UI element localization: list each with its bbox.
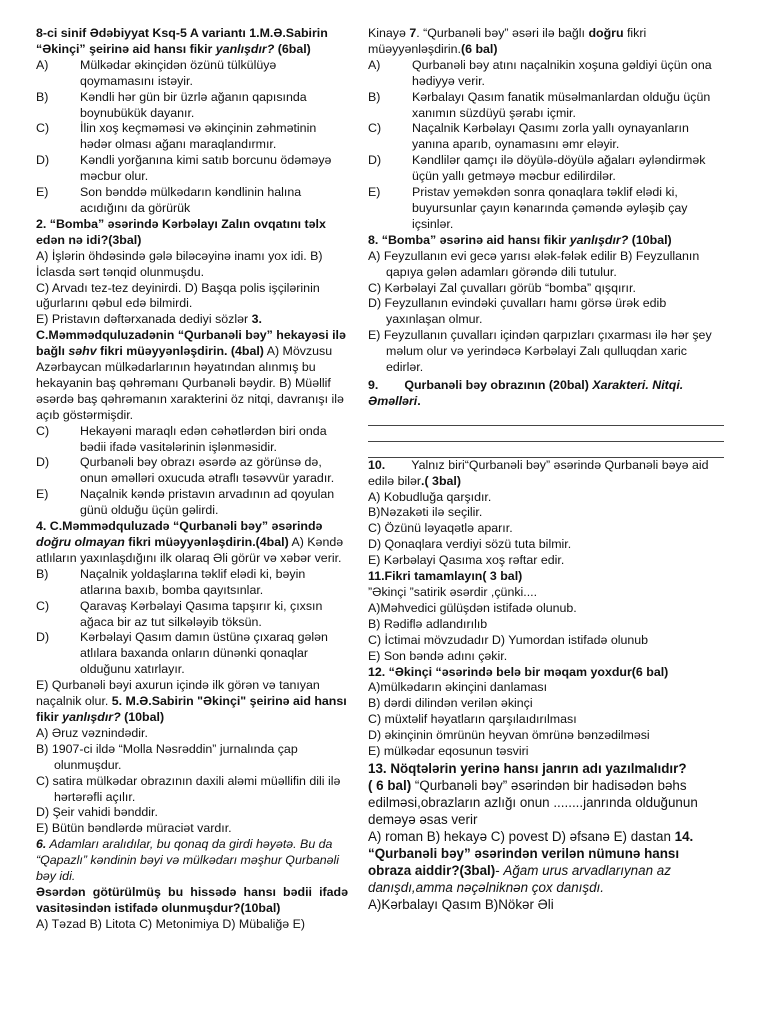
q11-option[interactable]: A)Məhvedici gülüşdən istifadə olunub. xyxy=(368,600,577,615)
q6-quote xyxy=(36,837,348,885)
q9-title xyxy=(368,378,724,410)
q11-title: 11.Fikri tamamlayın( 3 bal) xyxy=(368,569,523,584)
q1-option[interactable] xyxy=(36,90,348,122)
q7-option[interactable] xyxy=(368,58,724,90)
q2-option-e[interactable]: E) Pristavın dəftərxanada dediyi sözlər xyxy=(36,312,252,327)
header-text: 8-ci sinif Ədəbiyyat Ksq-5 A variantı 1.M.Ə.Sabirin “Əkinçi” şeirinə aid hansı fikir xyxy=(36,26,328,56)
q4-option-a[interactable]: A) Kəndə atlıların yaxınlaşdığını ilk olaraq Əli görür və xəbər verir. xyxy=(36,535,344,565)
option-text: Qurbanəli bəy atını naçalnikin xoşuna gəldiyi üçün ona hədiyyə verir. xyxy=(412,57,712,88)
q12-title: 12. “Əkinçi “əsərində belə bir məqam yoxdur(6 bal) xyxy=(368,664,669,679)
q9-title-text: Qurbanəli bəy obrazının (20bal) xyxy=(404,377,589,392)
q4-q5-block xyxy=(36,678,348,726)
q3-points: fikri müəyyənləşdirin. (4bal) xyxy=(96,344,264,359)
q12-option[interactable]: B) dərdi dilindən verilən əkinçi xyxy=(368,696,533,711)
q9-number: 9. xyxy=(368,377,379,392)
q4-option[interactable] xyxy=(36,630,348,678)
q3-option[interactable] xyxy=(36,424,348,456)
q9-dot: . xyxy=(417,393,421,408)
q13-text xyxy=(368,777,724,828)
answer-line[interactable] xyxy=(368,442,724,458)
q10-title-text: Yalnız biri“Qurbanəli bəy” əsərində Qurbanəli bəyə aid edilə bilər xyxy=(368,457,709,488)
option-key: D) xyxy=(368,153,382,168)
q5-points: (10bal) xyxy=(120,709,165,724)
q8-option[interactable]: A) Feyzullanın evi gecə yarısı ələk-fələk edilir B) Feyzullanın qapıya gələn adamları görəndə dili tutulur. xyxy=(368,248,700,279)
q3-number: 3. xyxy=(251,312,262,327)
q2-q3-line xyxy=(36,312,348,328)
q7-option[interactable] xyxy=(368,153,724,185)
q10-title xyxy=(368,458,724,490)
q11-option[interactable]: B) Rədiflə adlandırılıb xyxy=(368,616,488,631)
option-text: Kərbəlayi Qasım damın üstünə çıxaraq gələn atlılara baxanda onların dünənki qonaqlar olduğunu xatırlayır. xyxy=(80,630,328,677)
q7-points: (6 bal) xyxy=(460,41,498,56)
q7-options xyxy=(368,58,724,233)
q7-emphasis: doğru xyxy=(588,26,624,40)
q14-dash: - xyxy=(495,862,504,878)
q1-option[interactable] xyxy=(36,58,348,90)
q5-option[interactable]: C) satira mülkədar obrazının daxili aləmi müəllifin dili ilə hərtərəfli açılır. xyxy=(36,773,341,804)
q10-option[interactable]: B)Nəzakəti ilə seçilir. xyxy=(368,505,483,520)
answer-line[interactable] xyxy=(368,426,724,442)
q4-block xyxy=(36,519,348,567)
q1-option[interactable] xyxy=(36,185,348,217)
q7-number: 7 xyxy=(409,26,417,40)
q3-title: C.Məmmədquluzadənin “Qurbanəli bəy” hekayəsi ilə bağlı xyxy=(36,328,346,359)
q4-points: fikri müəyyənləşdirin.(4bal) xyxy=(124,535,289,549)
q8-points: (10bal) xyxy=(628,232,672,247)
q10-number: 10. xyxy=(368,457,386,472)
q10-points: .( 3bal) xyxy=(421,473,461,488)
q4-title: 4. C.Məmmədquluzadə “Qurbanəli bəy” əsərində xyxy=(36,519,323,534)
header-points: (6bal) xyxy=(274,41,311,56)
q7-block xyxy=(368,26,724,58)
option-key: E) xyxy=(36,487,49,502)
q5-title: 5. M.Ə.Sabirin "Əkinçi" şeirinə aid hansı fikir xyxy=(36,694,347,724)
q7-option[interactable] xyxy=(368,121,724,153)
option-text: Qaravaş Kərbəlayi Qasıma tapşırır ki, çıxsın ağaca bir az tut silkələyib töksün. xyxy=(80,598,323,629)
q12-option[interactable]: D) əkinçinin ömrünün heyvan ömrünə bənzədilməsi xyxy=(368,728,650,743)
q10-option[interactable]: D) Qonaqlara verdiyi sözü tuta bilmir. xyxy=(368,537,572,552)
option-key: B) xyxy=(368,89,381,104)
q1-options xyxy=(36,58,348,217)
q11-stem: ”Əkinçi ”satirik əsərdir ,çünki.... xyxy=(368,585,538,599)
option-key: C) xyxy=(368,121,382,136)
q13-stem: “Qurbanəli bəy” əsərindən bir hadisədən bəhs edilməsi,obrazların azlığı onun ........janrında olduğunun deməyə əsas verir xyxy=(368,777,698,827)
q11-options xyxy=(368,601,724,665)
option-text: Kəndli hər gün bir üzrlə ağanın qapısında boynubükük dayanır. xyxy=(80,89,307,120)
q5-emphasis: yanlışdır? xyxy=(62,709,121,724)
q7-tail: fikri müəyyənləşdirin. xyxy=(368,26,647,56)
q5-option[interactable]: E) Bütün bəndlərdə müraciət vardır. xyxy=(36,821,232,836)
option-text: Naçalnik yoldaşlarına təklif elədi ki, bəyin atlarına baxıb, bomba qayıtsınlar. xyxy=(80,566,306,597)
q12-option[interactable]: A)mülkədarın əkinçini danlaması xyxy=(368,680,548,695)
option-key: A) xyxy=(368,57,381,72)
option-text: Qurbanəli bəy obrazı əsərdə az görünsə də, onun əməlləri oxucuda ətraflı təsəvvür yaradır. xyxy=(80,455,335,486)
q2-options-cd[interactable]: C) Arvadı tez-tez deyinirdi. D) Başqa polis işçilərinin uğurlarını qəbul edə bilmirdi. xyxy=(36,280,320,311)
q5-option[interactable]: A) Əruz vəznindədir. xyxy=(36,725,148,740)
q3-options-ab[interactable]: A) Mövzusu Azərbaycan mülkədarlarının həyatından alınmış bu hekayanin baş qəhrəmanı Qurbanəli bəydir. B) Müəllif əsərdə baş qəhrəmanın xarakterini öz nitqi, davranışı ilə açıb göstərmişdir. xyxy=(36,344,344,422)
option-text: Hekayəni maraqlı edən cəhətlərdən biri onda bədii ifadə vasitələrinin işlənməsidir. xyxy=(80,423,327,454)
q8-option[interactable]: C) Kərbəlayi Zal çuvalları görüb “bomba” qışqırır. xyxy=(368,280,636,295)
q3-options xyxy=(36,424,348,519)
option-key: C) xyxy=(36,121,50,136)
q1-option[interactable] xyxy=(36,121,348,153)
q7-option[interactable] xyxy=(368,90,724,122)
option-key: C) xyxy=(36,598,50,613)
q6-question: Əsərdən götürülmüş bu hissədə hansı bədii ifadə vasitəsindən istifadə olunmuşdur?(10bal) xyxy=(36,884,348,915)
q4-option[interactable] xyxy=(36,599,348,631)
option-text: Naçalnik kəndə pristavın arvadının ad qoyulan günü olduğu üçün gəlirdi. xyxy=(80,487,335,518)
q3-option[interactable] xyxy=(36,455,348,487)
q6-text: Adamları aralıdılar, bu qonaq da girdi həyətə. Bu da “Qapazlı” kəndinin bəyi və mülkədarı məşhur Qurbanəli bəy idi. xyxy=(36,837,340,884)
option-text: Kəndlilər qamçı ilə döyülə-döyülə ağaları əyləndirmək üçün yallı getməyə məcbur edilirdilər. xyxy=(412,153,706,184)
q6-option-e-cont[interactable]: Kinayə xyxy=(368,26,410,40)
q8-option[interactable]: D) Feyzullanın evindəki çuvalları hamı görsə ürək edib yaxınlaşan olmur. xyxy=(368,296,667,327)
right-column xyxy=(368,26,724,913)
option-key: E) xyxy=(36,185,49,200)
q14-options[interactable]: A)Kərbalayı Qasım B)Nökər Əli xyxy=(368,896,554,912)
left-column xyxy=(36,26,348,933)
q14-title: “Qurbanəli bəy” əsərindən verilən nümunə hansı obraza aiddir?(3bal) xyxy=(368,845,680,878)
q4-option-e[interactable]: E) Qurbanəli bəyi axurun içində ilk görən və tanıyan naçalnik olur. xyxy=(36,678,320,709)
q3-block xyxy=(36,328,348,423)
q12-option[interactable]: E) mülkədar eqosunun təsviri xyxy=(368,744,529,759)
q14-block xyxy=(368,845,724,896)
q1-option[interactable] xyxy=(36,153,348,185)
q10-option[interactable]: C) Özünü ləyaqətlə aparır. xyxy=(368,521,513,536)
q4-options xyxy=(36,567,348,678)
q8-option[interactable]: E) Feyzullanın çuvalları içindən qarpızları çıxarması ilə hər şey məlum olur və yerindəcə Kərbəlayi Zalı qulluqdan xaric edirlər. xyxy=(368,328,712,375)
option-key: B) xyxy=(36,89,49,104)
q5-options xyxy=(36,726,348,837)
option-key: C) xyxy=(36,423,50,438)
q6-number: 6. xyxy=(36,837,47,852)
q14-quote: Ağam urus arvadlarıynan az danışdı,amma nəçəlniknən çox danışdı. xyxy=(368,862,671,895)
q5-option[interactable]: B) 1907-ci ildə “Molla Nəsrəddin” jurnalında çap olunmuşdur. xyxy=(36,741,298,772)
q14-number: 14. xyxy=(674,828,694,844)
q10-option[interactable]: E) Kərbəlayi Qasıma xoş rəftar edir. xyxy=(368,553,565,568)
q7-title: . “Qurbanəli bəy” əsəri ilə bağlı xyxy=(416,26,589,40)
q10-option[interactable]: A) Kobudluğa qarşıdır. xyxy=(368,489,492,504)
q8-emphasis: yanlışdır? xyxy=(569,232,629,247)
q8-options xyxy=(368,249,724,376)
option-text: Mülkədar əkinçidən özünü tülkülüyə qoymamasını istəyir. xyxy=(80,57,277,88)
q3-emphasis: səhv xyxy=(68,344,97,359)
option-key: B) xyxy=(36,566,49,581)
q7-option[interactable] xyxy=(368,185,724,233)
q2-options-ab[interactable]: A) İşlərin öhdəsində gələ biləcəyinə inamı yox idi. B) İclasda sərt tənqid olunmuşdu. xyxy=(36,248,323,279)
q13-q14-line xyxy=(368,828,724,845)
q13-points: ( 6 bal) xyxy=(368,777,412,793)
option-key: A) xyxy=(36,57,49,72)
option-key: D) xyxy=(36,455,50,470)
option-text: Son bənddə mülkədarın kəndlinin halına acıdığını da görürük xyxy=(80,185,302,215)
worksheet-header xyxy=(36,26,348,58)
option-key: E) xyxy=(368,185,381,200)
answer-line[interactable] xyxy=(368,410,724,426)
option-text: Kəndli yorğanına kimi satıb borcunu ödəməyə məcbur olur. xyxy=(80,153,332,184)
header-emphasis: yanlışdır? xyxy=(215,41,275,56)
q12-option[interactable]: C) müxtəlif həyatların qarşılaıdırılması xyxy=(368,712,577,727)
q8-title xyxy=(368,233,724,249)
option-key: D) xyxy=(36,153,50,168)
option-text: İlin xoş keçməməsi və əkinçinin zəhmətinin hədər olması ağanı maraqlandırmır. xyxy=(80,121,317,152)
q12-options xyxy=(368,680,724,760)
q2-title: 2. “Bomba” əsərində Kərbəlayı Zalın ovqatını təlx edən nə idi?(3bal) xyxy=(36,216,326,247)
q3-option[interactable] xyxy=(36,487,348,519)
q11-option[interactable]: E) Son bəndə adını çəkir. xyxy=(368,648,508,663)
q8-title-text: 8. “Bomba” əsərinə aid hansı fikir xyxy=(368,232,570,247)
option-text: Pristav yeməkdən sonra qonaqlara təklif elədi ki, buyursunlar çayın kənarında çəməndə əyləşib çay içsinlər. xyxy=(412,185,688,231)
q9-emphasis: Xarakteri. Nitqi. Əməlləri xyxy=(368,377,684,408)
q4-option[interactable] xyxy=(36,567,348,599)
option-key: D) xyxy=(36,630,50,645)
q13-title: 13. Nöqtələrin yerinə hansı janrın adı yazılmalıdır? xyxy=(368,760,687,776)
q4-emphasis: doğru olmayan xyxy=(36,535,125,549)
q6-options[interactable]: A) Təzad B) Litota C) Metonimiya D) Mübaliğə E) xyxy=(36,916,306,931)
q11-option[interactable]: C) İctimai mövzudadır D) Yumordan istifadə olunub xyxy=(368,632,649,647)
option-text: Naçalnik Kərbəlayı Qasımı zorla yallı oynayanların yanına aparıb, oynamasını əmr eləyir. xyxy=(412,121,689,152)
q10-options xyxy=(368,490,724,570)
q13-options[interactable]: A) roman B) hekayə C) povest D) əfsanə E) dastan xyxy=(368,828,675,844)
q5-option[interactable]: D) Şeir vahidi bənddir. xyxy=(36,805,158,820)
option-text: Kərbalayı Qasım fanatik müsəlmanlardan olduğu üçün xanımın süzdüyü şərabı içmir. xyxy=(412,89,711,120)
